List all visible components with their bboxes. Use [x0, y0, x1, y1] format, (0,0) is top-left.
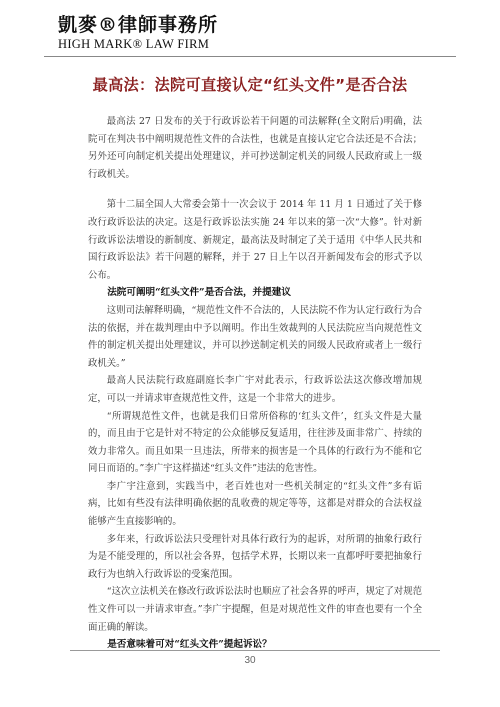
article-body: [88, 113, 422, 654]
paragraph-8: “这次立法机关在修改行政诉讼法时也顺应了社会各界的呼声，规定了对规范性文件可以一并请求审查。”李广宇提醒，但是对规范性文件的审查也要有一个全面正确的解读。: [88, 586, 422, 633]
section-heading-2: 是否意味着可对“红头文件”提起诉讼？: [107, 639, 272, 651]
paragraph-4: 最高人民法院行政庭副庭长李广宇对此表示，行政诉讼法这次修改增加规定，可以一并请求审查规范性文件，这是一个非常大的进步。: [88, 375, 422, 404]
article-title: 最高法：法院可直接认定“红头文件”是否合法: [92, 76, 408, 94]
paragraph-5: “所谓规范性文件，也就是我们日常所俗称的‘红头文件’，红头文件是大量的，而且由于它是针对不特定的公众能够反复适用，往往涉及面非常广、持续的效力非常久。而且如果一旦违法，所带来的损害是一个具体的行政行为不能和它同日而语的。”李广宇这样描述“红头文件”违法的危害性。: [88, 410, 422, 475]
paragraph-1: 最高法 27 日发布的关于行政诉讼若干问题的司法解释(全文附后)明确，法院可在判决书中阐明规范性文件的合法性，也就是直接认定它合法还是不合法；另外还可向制定机关提出处理建议，并可抄送制定机关的同级人民政府或上一级行政机关。: [88, 116, 422, 180]
paragraph-3: 这则司法解释明确，“规范性文件不合法的，人民法院不作为认定行政行为合法的依据，并在裁判理由中予以阐明。作出生效裁判的人民法院应当向规范性文件的制定机关提出处理建议，并可以抄送制定机关的同级人民政府或者上一级行政机关。”: [88, 304, 422, 369]
paragraph-6: 李广宇注意到，实践当中，老百姓也对一些机关制定的“红头文件”多有诟病，比如有些没有法律明确依据的乱收费的规定等等，这都是对群众的合法权益能够产生直接影响的。: [88, 480, 422, 528]
paragraph-7: 多年来，行政诉讼法只受理针对具体行政行为的起诉，对所谓的抽象行政行为是不能受理的，所以社会各界，包括学术界，长期以来一直都呼吁要把抽象行政行为也纳入行政诉讼的受案范围。: [88, 533, 422, 580]
section-heading-1: 法院可阐明“红头文件”是否合法，并提建议: [107, 287, 291, 299]
footer-divider: [70, 650, 440, 651]
header-divider: [44, 56, 456, 57]
firm-name-chinese: 凱麥®律師事務所: [58, 14, 219, 36]
firm-name-english: HIGH MARK® LAW FIRM: [58, 37, 210, 51]
paragraph-2: 第十二届全国人大常委会第十一次会议于 2014 年 11 月 1 日通过了关于修改行政诉讼法的决定。这是行政诉讼法实施 24 年以来的第一次“大修”。针对新行政诉讼法增设的新制度、新规定，最高法及时制定了关于适用《中华人民共和国行政诉讼法》若干问题的解释，并于 27 日上午以召开新闻发布会的形式予以公布。: [88, 199, 422, 281]
page-number: 30: [244, 655, 256, 666]
firm-logo: [58, 14, 258, 52]
